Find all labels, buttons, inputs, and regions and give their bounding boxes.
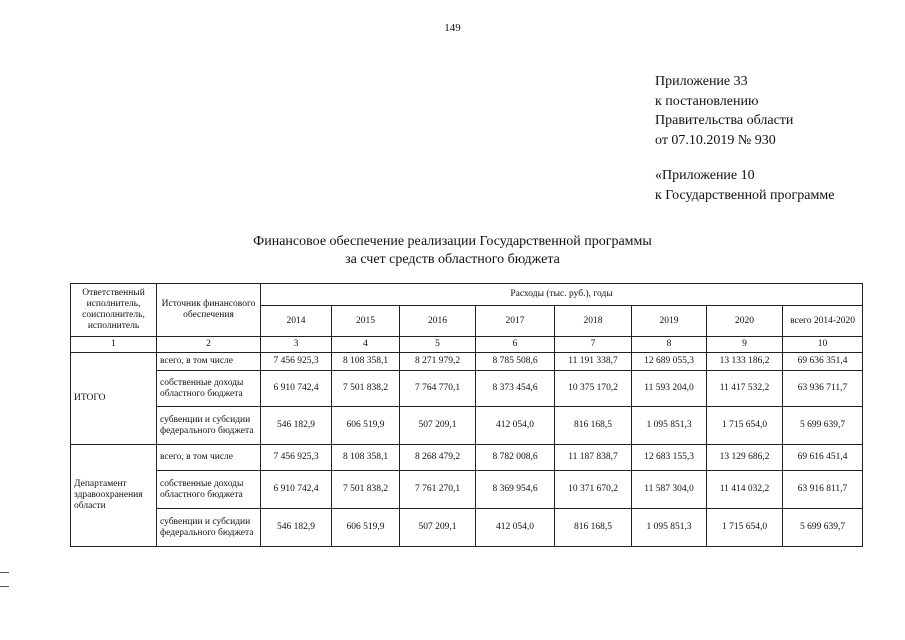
document-title — [0, 233, 905, 269]
header-year: 2015 — [332, 306, 400, 337]
value-cell: 11 587 304,0 — [632, 471, 707, 509]
value-cell: 1 095 851,3 — [632, 509, 707, 547]
value-cell: 63 936 711,7 — [783, 371, 863, 407]
value-cell: 11 593 204,0 — [632, 371, 707, 407]
value-cell: 8 108 358,1 — [332, 445, 400, 471]
responsible-cell: Департамент здравоохранения области — [71, 445, 157, 547]
value-cell: 69 636 351,4 — [783, 353, 863, 371]
column-number: 7 — [555, 337, 632, 353]
appendix-line: к постановлению — [655, 93, 759, 109]
page-number: 149 — [444, 22, 461, 34]
value-cell: 412 054,0 — [476, 509, 555, 547]
value-cell: 606 519,9 — [332, 509, 400, 547]
header-responsible: Ответственный исполнитель, соисполнитель, исполнитель — [71, 284, 157, 337]
value-cell: 8 373 454,6 — [476, 371, 555, 407]
table-row — [71, 371, 863, 407]
column-number: 8 — [632, 337, 707, 353]
value-cell: 7 501 838,2 — [332, 371, 400, 407]
header-expenses: Расходы (тыс. руб.), годы — [261, 284, 863, 306]
value-cell: 5 699 639,7 — [783, 407, 863, 445]
scan-margin-mark — [0, 586, 9, 587]
table-row — [71, 407, 863, 445]
value-cell: 7 764 770,1 — [400, 371, 476, 407]
source-cell: собственные доходы областного бюджета — [157, 471, 261, 509]
value-cell: 11 191 338,7 — [555, 353, 632, 371]
value-cell: 816 168,5 — [555, 407, 632, 445]
column-number: 1 — [71, 337, 157, 353]
financing-table — [70, 283, 863, 547]
value-cell: 6 910 742,4 — [261, 471, 332, 509]
column-number: 10 — [783, 337, 863, 353]
value-cell: 11 414 032,2 — [707, 471, 783, 509]
appendix-line: Правительства области — [655, 113, 794, 128]
value-cell: 8 108 358,1 — [332, 353, 400, 371]
value-cell: 8 369 954,6 — [476, 471, 555, 509]
value-cell: 8 785 508,6 — [476, 353, 555, 371]
title-line: Финансовое обеспечение реализации Государственной программы — [253, 234, 652, 249]
source-cell: всего, в том числе — [157, 445, 261, 471]
value-cell: 546 182,9 — [261, 407, 332, 445]
header-year-total: всего 2014-2020 — [783, 306, 863, 337]
value-cell: 12 683 155,3 — [632, 445, 707, 471]
source-cell: собственные доходы областного бюджета — [157, 371, 261, 407]
value-cell: 10 375 170,2 — [555, 371, 632, 407]
appendix-line: Приложение 33 — [655, 74, 748, 89]
value-cell: 8 268 479,2 — [400, 445, 476, 471]
value-cell: 5 699 639,7 — [783, 509, 863, 547]
column-number: 6 — [476, 337, 555, 353]
title-line: за счет средств областного бюджета — [345, 252, 560, 267]
value-cell: 8 782 008,6 — [476, 445, 555, 471]
value-cell: 11 417 532,2 — [707, 371, 783, 407]
table-row — [71, 445, 863, 471]
scan-margin-mark — [0, 572, 9, 573]
column-number: 4 — [332, 337, 400, 353]
value-cell: 13 133 186,2 — [707, 353, 783, 371]
column-number: 5 — [400, 337, 476, 353]
value-cell: 7 501 838,2 — [332, 471, 400, 509]
header-year: 2014 — [261, 306, 332, 337]
appendix-line: от 07.10.2019 № 930 — [655, 132, 776, 148]
value-cell: 12 689 055,3 — [632, 353, 707, 371]
source-cell: всего, в том числе — [157, 353, 261, 371]
value-cell: 546 182,9 — [261, 509, 332, 547]
value-cell: 507 209,1 — [400, 407, 476, 445]
value-cell: 1 095 851,3 — [632, 407, 707, 445]
table-row — [71, 509, 863, 547]
column-number: 2 — [157, 337, 261, 353]
value-cell: 63 916 811,7 — [783, 471, 863, 509]
value-cell: 8 271 979,2 — [400, 353, 476, 371]
source-cell: субвенции и субсидии федерального бюджета — [157, 407, 261, 445]
value-cell: 1 715 654,0 — [707, 509, 783, 547]
value-cell: 7 456 925,3 — [261, 353, 332, 371]
table-row — [71, 471, 863, 509]
header-year: 2016 — [400, 306, 476, 337]
value-cell: 412 054,0 — [476, 407, 555, 445]
header-source: Источник финансового обеспечения — [157, 284, 261, 337]
value-cell: 11 187 838,7 — [555, 445, 632, 471]
value-cell: 10 371 670,2 — [555, 471, 632, 509]
value-cell: 816 168,5 — [555, 509, 632, 547]
appendix-line: «Приложение 10 — [655, 168, 755, 183]
value-cell: 507 209,1 — [400, 509, 476, 547]
header-year: 2017 — [476, 306, 555, 337]
header-year: 2018 — [555, 306, 632, 337]
value-cell: 13 129 686,2 — [707, 445, 783, 471]
value-cell: 6 910 742,4 — [261, 371, 332, 407]
header-year: 2020 — [707, 306, 783, 337]
column-number: 3 — [261, 337, 332, 353]
header-year: 2019 — [632, 306, 707, 337]
source-cell: субвенции и субсидии федерального бюджета — [157, 509, 261, 547]
value-cell: 606 519,9 — [332, 407, 400, 445]
value-cell: 7 456 925,3 — [261, 445, 332, 471]
value-cell: 1 715 654,0 — [707, 407, 783, 445]
table-row — [71, 353, 863, 371]
appendix-line: к Государственной программе — [655, 187, 835, 203]
value-cell: 7 761 270,1 — [400, 471, 476, 509]
appendix-block — [655, 72, 834, 205]
column-number: 9 — [707, 337, 783, 353]
value-cell: 69 616 451,4 — [783, 445, 863, 471]
responsible-cell: ИТОГО — [71, 353, 157, 445]
